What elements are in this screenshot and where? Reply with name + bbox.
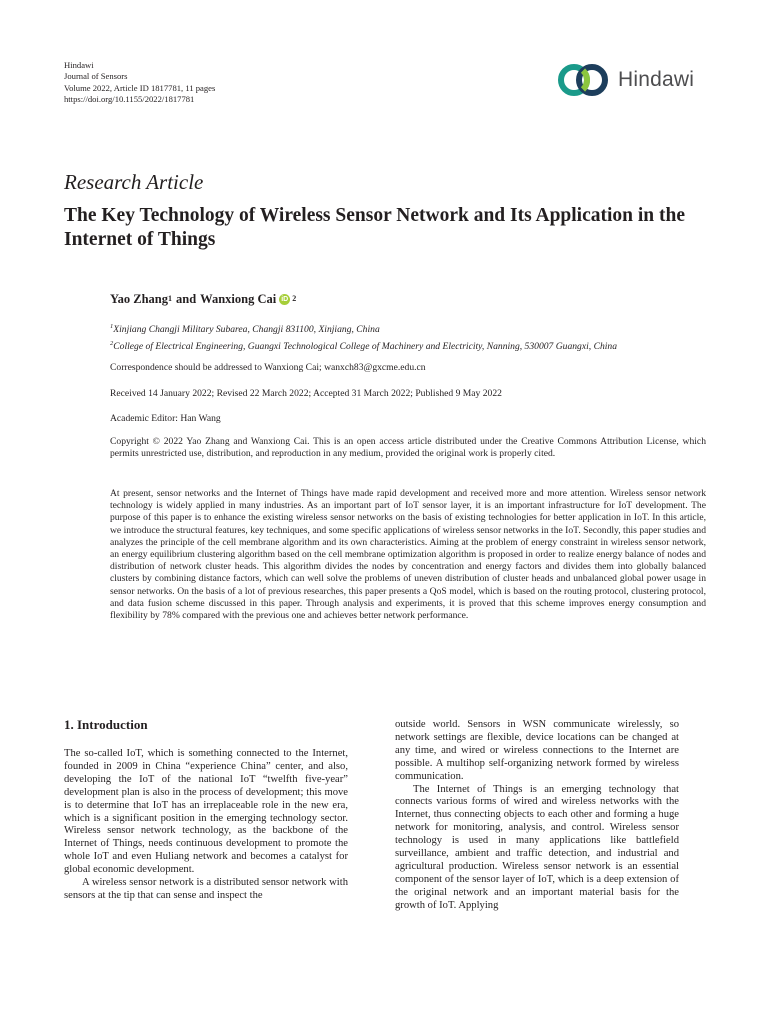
abstract: At present, sensor networks and the Internet of Things have made rapid development and received more and more attention. Wireless sensor network technology is widely applied in many industries. As an important part of IoT sensor layer, it is an important infrastructure for IoT development. The purpose of this paper is to enhance the existing wireless sensor networks on the basis of existing technologies for better application in IoT. In this article, we introduce the structural features, key techniques, and some specific applications of wireless sensor networks in the IoT. Secondly, this paper studies and analyzes the principle of the cell membrane algorithm and its own characteristics. Aiming at the problem of energy constraint in wireless sensor network, an energy equilibrium clustering algorithm based on the cell membrane optimization algorithm is proposed in order to realize energy balance of nodes and distribution of network cluster heads. This algorithm divides the nodes by concentration and energy factors and divides them into globally balanced clusters by combining distance factors, which can well solve the problems of uneven distribution of cluster heads and unbalanced global power usage in sensor networks. On the basis of a lot of previous researches, this paper presents a QoS model, which is based on the routing protocol, clustering protocol, and data fusion scheme discussed in this paper. Through analysis and experiments, it is proved that this scheme improves energy consumption and flexibility by 78% compared with the previous one and achieves better network performance.: [110, 488, 706, 622]
correspondence: Correspondence should be addressed to Wanxiong Cai; wanxch83@gxcme.edu.cn: [110, 362, 426, 373]
academic-editor: Academic Editor: Han Wang: [110, 413, 221, 424]
publisher-name: Hindawi: [64, 60, 94, 70]
hindawi-logo-text: Hindawi: [618, 68, 695, 91]
author-name: Yao Zhang: [110, 292, 169, 306]
affiliation-number: 2: [110, 340, 114, 348]
affiliation: [110, 321, 706, 336]
volume-info: Volume 2022, Article ID 1817781, 11 pages: [64, 82, 216, 93]
hindawi-logo-icon: [556, 62, 612, 98]
affiliation-text: Xinjiang Changji Military Subarea, Changji 831100, Xinjiang, China: [113, 324, 380, 336]
affiliations: [110, 321, 706, 355]
copyright-notice: Copyright © 2022 Yao Zhang and Wanxiong Cai. This is an open access article distributed under the Creative Commons Attribution License, which permits unrestricted use, distribution, and reproduction in any medium, provided the original work is properly cited.: [110, 436, 706, 459]
article-type: Research Article: [64, 170, 204, 194]
paragraph: outside world. Sensors in WSN communicate wirelessly, so network settings are flexible, device locations can be changed at any time, and wired or wireless connections to the Internet are possible. A multihop self-organizing network formed by wireless communication.: [395, 719, 679, 782]
affiliation-text: College of Electrical Engineering, Guangxi Technological College of Machinery and Electricity, Nanning, 530007 Guangxi, China: [113, 341, 618, 353]
hindawi-logo: [556, 62, 694, 98]
journal-name: Journal of Sensors: [64, 71, 128, 82]
affiliation-marker: 1: [168, 294, 173, 303]
orcid-icon[interactable]: iD: [281, 296, 289, 303]
section-heading: 1. Introduction: [64, 717, 148, 732]
right-column: [395, 719, 679, 913]
affiliation-number: 1: [110, 323, 114, 330]
author-connector: and: [176, 292, 197, 306]
author-list: [110, 292, 296, 307]
left-column: [64, 748, 348, 903]
author-name: Wanxiong Cai: [200, 292, 277, 306]
paragraph: The so-called IoT, which is something connected to the Internet, founded in 2009 in China “experience China” center, and also, developing the IoT of the national IoT “twelfth five-year” development plan is also in the process of development; this move is to determine that IoT has an irreplaceable role in the new era, which is a significant position in the emerging technology sector. Wireless sensor network technology, as the backbone of the Internet of Things, needs continuous development to promote the whole IoT and even Huliang network and becomes a catalyst for global economic development.: [64, 748, 348, 876]
paragraph: The Internet of Things is an emerging technology that connects various forms of wired and wireless networks with the Internet, thus connecting objects to each other and forming a huge network for monitoring, analysis, and control. Wireless sensor technology is used in many applications like battlefield surveillance, ambient and traffic detection, and industrial and agricultural production. Wireless sensor network is an essential component of the sensor layer of IoT, which is a deep extension of the original network and an important material basis for the growth of IoT. Applying: [395, 783, 679, 911]
doi-link[interactable]: https://doi.org/10.1155/2022/1817781: [64, 93, 195, 104]
journal-meta: [64, 60, 215, 105]
paragraph: A wireless sensor network is a distributed sensor network with sensors at the tip that can sense and inspect the: [64, 877, 348, 901]
article-title: The Key Technology of Wireless Sensor Network and Its Application in the Internet of Things: [64, 205, 686, 250]
received-dates: Received 14 January 2022; Revised 22 March 2022; Accepted 31 March 2022; Published 9 May 2022: [110, 388, 502, 399]
affiliation-marker: 2: [292, 294, 297, 303]
affiliation: [110, 338, 706, 353]
